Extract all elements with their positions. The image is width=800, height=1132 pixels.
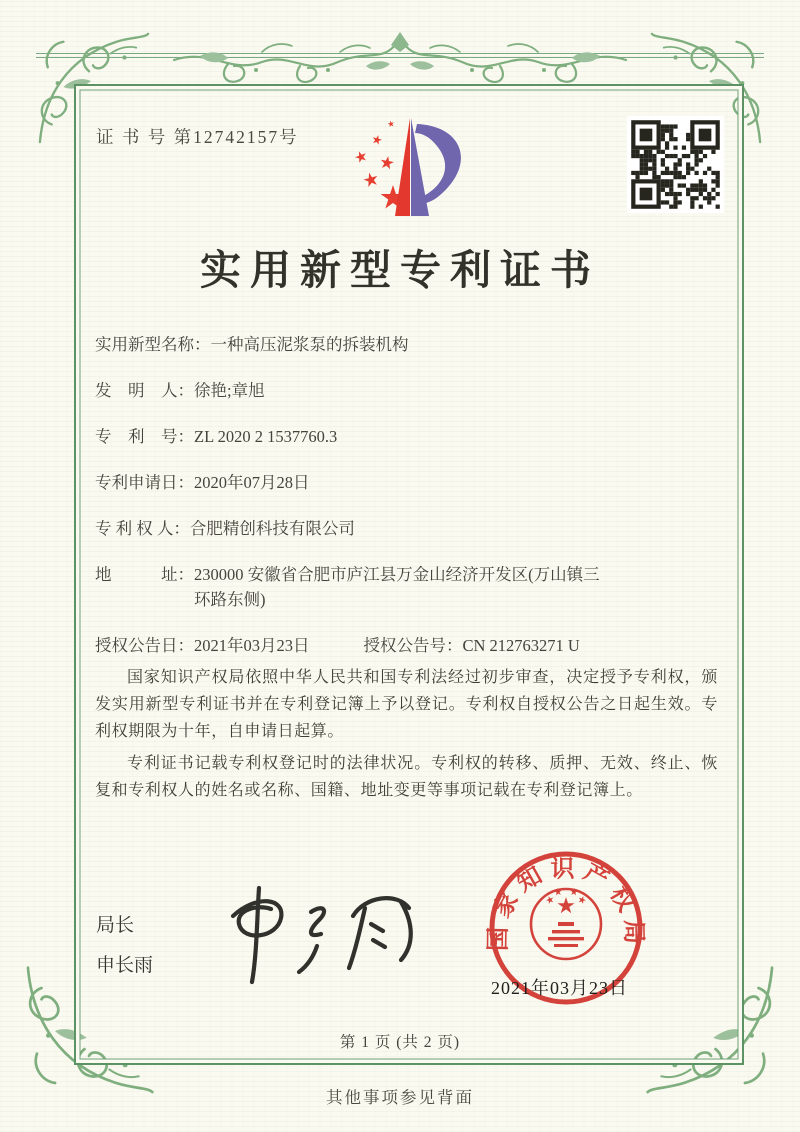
field-label: 实用新型名称： [95, 335, 211, 354]
director-block [96, 906, 153, 986]
field-value: 2020年07月28日 [194, 473, 310, 492]
field-label: 专 利 权 人： [95, 519, 190, 538]
field-value: 合肥精创科技有限公司 [189, 519, 355, 538]
certificate-title: 实用新型专利证书 [200, 247, 600, 293]
field-row-grant [95, 633, 720, 658]
seal-date: 2021年03月23日 [491, 978, 628, 998]
grant-date-label: 授权公告日： [95, 636, 194, 655]
grant-number-label: 授权公告号： [363, 636, 463, 655]
legal-paragraph-2: 专利证书记载专利权登记时的法律状况。专利权的转移、质押、无效、终止、恢复和专利权人的姓名或名称、国籍、地址变更等事项记载在专利登记簿上。 [95, 755, 718, 799]
field-value: ZL 2020 2 1537760.3 [194, 427, 338, 446]
field-value: 230000 安徽省合肥市庐江县万金山经济开发区(万山镇三环路东侧) [194, 565, 600, 609]
director-signature [205, 882, 425, 990]
field-label: 专 利 号： [95, 427, 194, 446]
field-row-name [95, 332, 720, 357]
back-side-note: 其他事项参见背面 [326, 1088, 474, 1107]
director-name: 申长雨 [96, 955, 154, 976]
field-label: 发 明 人： [95, 381, 194, 400]
page-number: 第 1 页 (共 2 页) [339, 1034, 461, 1051]
field-row-filing-date [95, 470, 720, 495]
director-title: 局长 [96, 915, 135, 936]
national-emblem [531, 888, 601, 959]
field-value: 徐艳;章旭 [194, 381, 265, 400]
field-label: 地 址： [95, 565, 194, 584]
patent-fields [95, 332, 720, 658]
grant-number-value: CN 212763271 U [462, 636, 580, 655]
field-row-patentee [95, 516, 720, 541]
cnipa-logo [337, 106, 479, 230]
legal-paragraph-1: 国家知识产权局依照中华人民共和国专利法经过初步审查，决定授予专利权，颁发实用新型专利证书并在专利登记簿上予以登记。专利权自授权公告之日起生效。专利权期限为十年，自申请日起算。 [95, 669, 718, 740]
grant-date-value: 2021年03月23日 [194, 636, 310, 655]
field-label: 专利申请日： [95, 473, 194, 492]
field-row-address [95, 562, 720, 612]
legal-text [95, 664, 718, 809]
field-row-inventor [95, 378, 720, 403]
seal-text: 国家知识产权局 [486, 856, 646, 952]
qr-code [627, 116, 724, 213]
certificate-number: 证 书 号 第12742157号 [96, 127, 299, 147]
field-row-patent-number [95, 424, 720, 449]
field-value: 一种高压泥浆泵的拆装机构 [210, 335, 409, 354]
